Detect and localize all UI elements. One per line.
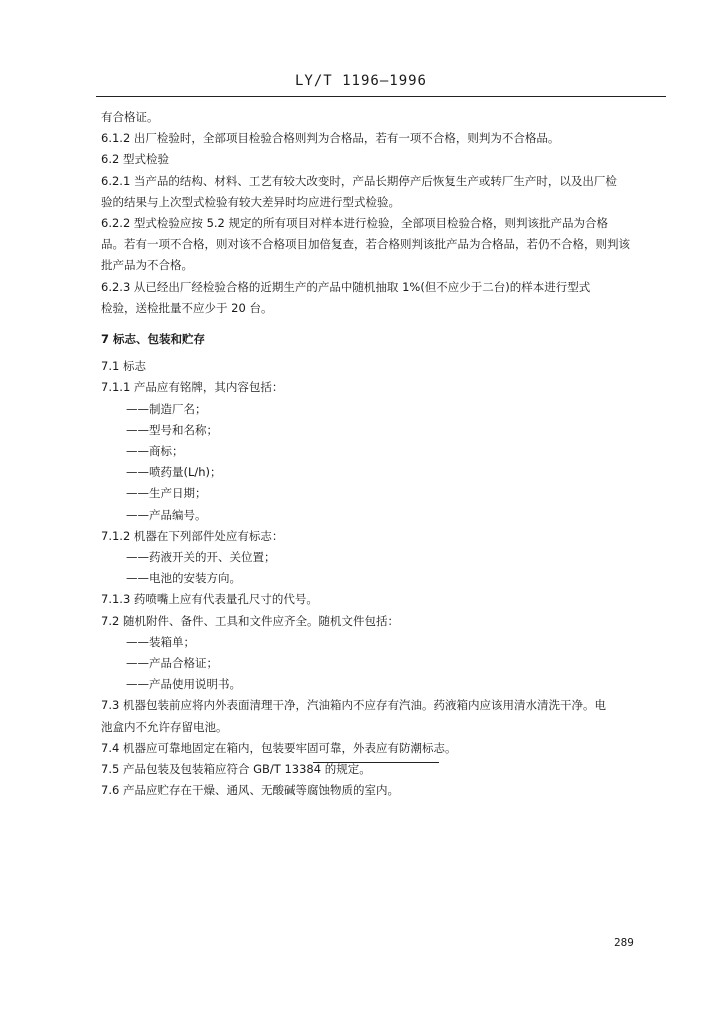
- header-divider: [96, 96, 666, 97]
- clause-7-1-1: 7.1.1 产品应有铭牌，其内容包括：: [101, 380, 284, 395]
- document-code-header: LY/T 1196—1996: [294, 73, 427, 89]
- clause-6-2-2-line-3: 批产品为不合格。: [101, 258, 193, 273]
- clause-7-1-heading: 7.1 标志: [101, 359, 146, 374]
- page-number: 289: [614, 936, 634, 949]
- list-item: ——装箱单；: [126, 634, 195, 649]
- clause-6-2-3-line-1: 6.2.3 从已经出厂经检验合格的近期生产的产品中随机抽取 1%(但不应少于二台)的样本进行型式: [101, 279, 591, 294]
- clause-7-4: 7.4 机器应可靠地固定在箱内，包装要牢固可靠，外表应有防潮标志。: [101, 740, 457, 755]
- clause-7-3-line-2: 池盒内不允许存留电池。: [101, 719, 228, 734]
- clause-7-5: 7.5 产品包装及包装箱应符合 GB/T 13384 的规定。: [101, 762, 371, 777]
- list-item: ——喷药量(L/h)；: [126, 465, 222, 480]
- clause-7-6: 7.6 产品应贮存在干燥、通风、无酸碱等腐蚀物质的室内。: [101, 783, 399, 798]
- end-of-text-rule: [313, 762, 439, 763]
- clause-6-2-2-line-2: 品。若有一项不合格，则对该不合格项目加倍复查，若合格则判该批产品为合格品，若仍不合格，则判该: [101, 237, 630, 252]
- clause-6-2-1-line-2: 验的结果与上次型式检验有较大差异时均应进行型式检验。: [101, 194, 400, 209]
- clause-6-1-2: 6.1.2 出厂检验时，全部项目检验合格则判为合格品，若有一项不合格，则判为不合格品。: [101, 131, 560, 146]
- clause-7-3-line-1: 7.3 机器包装前应将内外表面清理干净，汽油箱内不应存有汽油。药液箱内应该用清水清洗干净。电: [101, 698, 606, 713]
- list-item: ——电池的安装方向。: [126, 571, 241, 586]
- list-item: ——产品编号。: [126, 507, 207, 522]
- clause-6-2-1-line-1: 6.2.1 当产品的结构、材料、工艺有较大改变时，产品长期停产后恢复生产或转厂生产时，以及出厂检: [101, 173, 617, 188]
- clause-6-2-heading: 6.2 型式检验: [101, 152, 169, 167]
- clause-7-2: 7.2 随机附件、备件、工具和文件应齐全。随机文件包括：: [101, 613, 399, 628]
- paragraph-continuation: 有合格证。: [101, 110, 159, 124]
- list-item: ——生产日期；: [126, 486, 207, 501]
- clause-6-2-2-line-1: 6.2.2 型式检验应按 5.2 规定的所有项目对样本进行检验，全部项目检验合格，则判该批产品为合格: [101, 216, 609, 231]
- section-7-title: 7 标志、包装和贮存: [101, 332, 206, 347]
- clause-7-1-2: 7.1.2 机器在下列部件处应有标志：: [101, 528, 284, 543]
- list-item: ——产品合格证；: [126, 656, 218, 671]
- clause-6-2-3-line-2: 检验，送检批量不应少于 20 台。: [101, 300, 273, 315]
- list-item: ——商标；: [126, 444, 184, 459]
- clause-7-1-3: 7.1.3 药喷嘴上应有代表量孔尺寸的代号。: [101, 592, 318, 607]
- list-item: ——制造厂名；: [126, 401, 207, 416]
- document-body: [101, 107, 663, 802]
- list-item: ——药液开关的开、关位置；: [126, 550, 276, 565]
- list-item: ——型号和名称；: [126, 422, 218, 437]
- list-item: ——产品使用说明书。: [126, 677, 241, 692]
